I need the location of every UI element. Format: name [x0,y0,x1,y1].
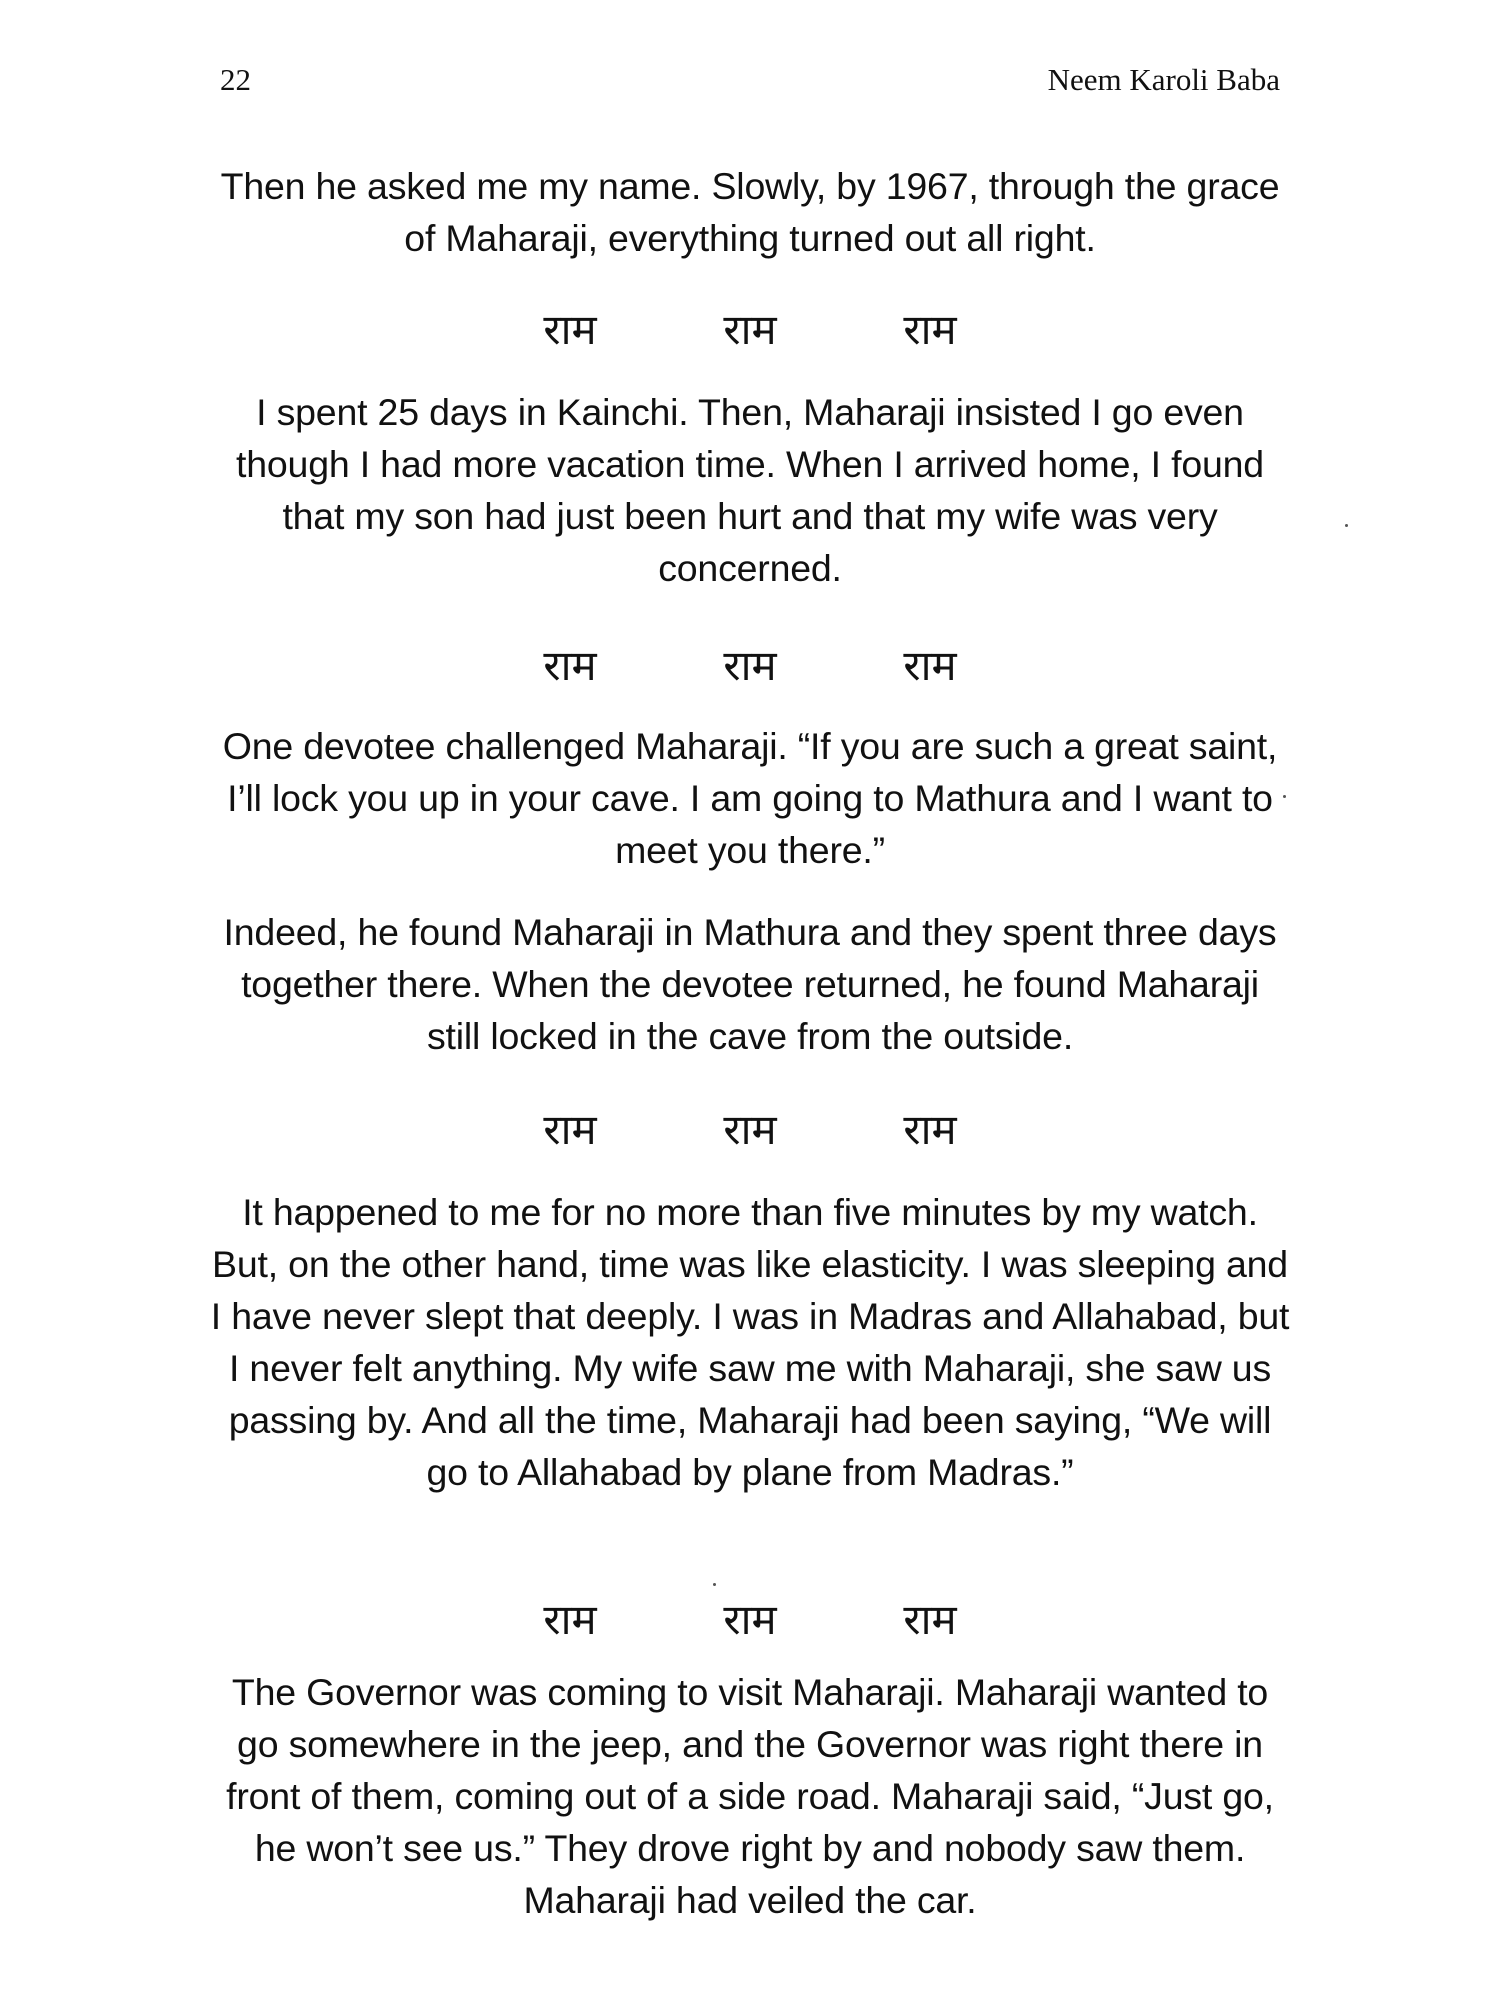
running-title: Neem Karoli Baba [1047,62,1280,97]
ram-glyph: राम [543,305,597,354]
scan-speck [1283,795,1286,798]
ram-glyph: राम [543,641,597,690]
ram-separator-1 [510,300,990,360]
paragraph-3: One devotee challenged Maharaji. “If you are such a great saint, I’ll lock you up in your cave. I am going to Mathura and I want to meet you there.” [222,725,1278,871]
paragraph-1: Then he asked me my name. Slowly, by 1967, through the grace of Maharaji, everything turned out all right. [220,165,1280,259]
ram-glyph: राम [723,1105,777,1154]
scan-speck [1345,524,1348,527]
page-number: 22 [220,62,251,97]
paragraph-5: It happened to me for no more than five minutes by my watch. But, on the other hand, time was like elasticity. I was sleeping and I have never slept that deeply. I was in Madras and Allahabad, but I never felt anything. My wife saw me with Maharaji, she saw us passing by. And all the time, Maharaji had been saying, “We will go to Allahabad by plane from Madras.” [210,1191,1290,1493]
ram-glyph: राम [903,1595,957,1644]
paragraph-4: Indeed, he found Maharaji in Mathura and they spent three days together there. When the devotee returned, he found Maharaji still locked in the cave from the outside. [223,911,1277,1057]
ram-glyph: राम [723,641,777,690]
running-head [220,62,1280,112]
ram-separator-4 [510,1590,990,1650]
ram-separator-3 [510,1100,990,1160]
ram-glyph: राम [543,1105,597,1154]
ram-glyph: राम [903,1105,957,1154]
ram-glyph: राम [723,305,777,354]
ram-glyph: राम [903,305,957,354]
paragraph-6: The Governor was coming to visit Maharaji. Maharaji wanted to go somewhere in the jeep, and the Governor was right there in front of them, coming out of a side road. Maharaji said, “Just go, he won’t see us.” They drove right by and nobody saw them. Maharaji had veiled the car. [226,1671,1274,1921]
ram-separator-2 [510,636,990,696]
paragraph-2: I spent 25 days in Kainchi. Then, Maharaji insisted I go even though I had more vacation time. When I arrived home, I found that my son had just been hurt and that my wife was very concerned. [236,391,1264,589]
ram-glyph: राम [543,1595,597,1644]
scan-speck [713,1583,716,1586]
ram-glyph: राम [903,641,957,690]
ram-glyph: राम [723,1595,777,1644]
